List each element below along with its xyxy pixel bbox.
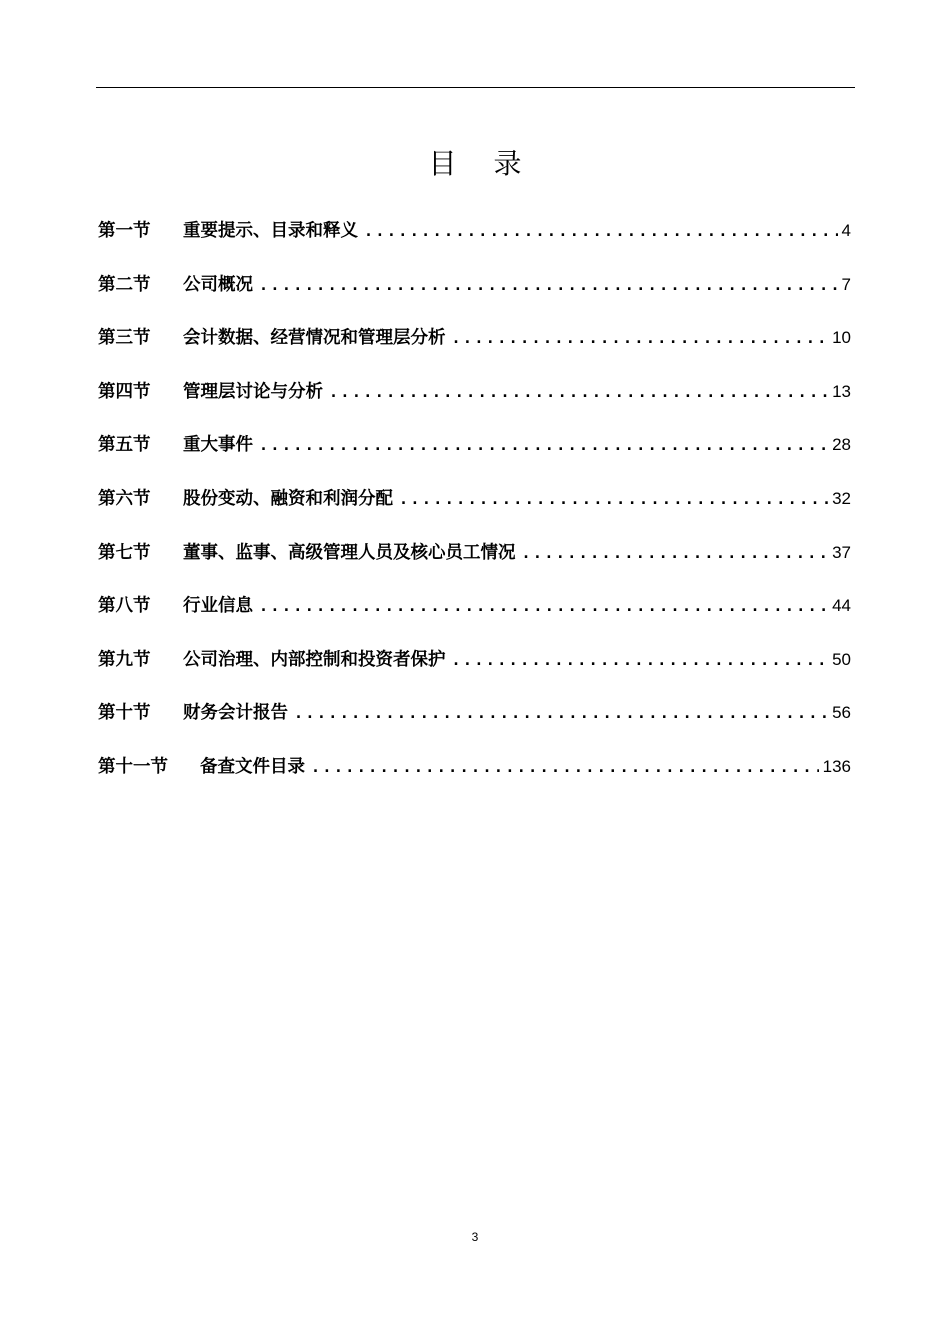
toc-dot-leader (452, 646, 829, 674)
header-rule (96, 87, 855, 88)
toc-entry[interactable] (98, 217, 851, 245)
toc-dot-leader (364, 217, 838, 245)
toc-page-number: 32 (832, 488, 851, 508)
toc-dot-leader (522, 539, 829, 567)
toc-entry[interactable] (98, 539, 851, 567)
toc-page-number: 44 (832, 596, 851, 616)
toc-dot-leader (329, 378, 828, 406)
toc-section-number: 第八节 (98, 596, 151, 617)
toc-section-name: 会计数据、经营情况和管理层分析 (183, 328, 446, 349)
toc-section-number: 第二节 (98, 274, 151, 295)
toc-dot-leader (311, 753, 819, 781)
toc-section-name: 公司治理、内部控制和投资者保护 (183, 649, 446, 670)
toc-section-number: 第四节 (98, 381, 151, 402)
toc-section-name: 管理层讨论与分析 (183, 381, 323, 402)
toc-section-number: 第七节 (98, 542, 151, 563)
toc-section-number: 第十节 (98, 703, 151, 724)
toc-page-number: 10 (832, 328, 851, 348)
toc-page-number: 7 (841, 274, 851, 294)
toc-entry[interactable] (98, 592, 851, 620)
toc-page-number: 50 (832, 649, 851, 669)
toc-entry[interactable] (98, 431, 851, 459)
toc-entry[interactable] (98, 699, 851, 727)
toc-dot-leader (294, 699, 828, 727)
toc-section-number: 第九节 (98, 649, 151, 670)
toc-title: 目 录 (428, 147, 536, 180)
toc-entry[interactable] (98, 378, 851, 406)
toc-section-number: 第三节 (98, 328, 151, 349)
toc-dot-leader (259, 271, 838, 299)
toc-section-name: 备查文件目录 (200, 756, 305, 777)
toc-section-number: 第六节 (98, 488, 151, 509)
toc-section-name: 股份变动、融资和利润分配 (183, 488, 393, 509)
toc-dot-leader (259, 592, 828, 620)
toc-section-name: 财务会计报告 (183, 703, 288, 724)
toc-page-number: 56 (832, 703, 851, 723)
toc-section-name: 董事、监事、高级管理人员及核心员工情况 (183, 542, 516, 563)
toc-entry[interactable] (98, 753, 851, 781)
toc-list (98, 217, 851, 807)
toc-section-name: 行业信息 (183, 596, 253, 617)
toc-section-number: 第一节 (98, 221, 151, 241)
toc-page-number: 13 (832, 381, 851, 401)
toc-section-name: 公司概况 (183, 274, 253, 295)
page-number: 3 (471, 1230, 479, 1244)
toc-section-number: 第十一节 (98, 756, 168, 777)
toc-page-number: 28 (832, 435, 851, 455)
toc-section-number: 第五节 (98, 435, 151, 456)
toc-dot-leader (452, 324, 829, 352)
toc-section-name: 重大事件 (183, 435, 253, 456)
toc-entry[interactable] (98, 271, 851, 299)
toc-entry[interactable] (98, 324, 851, 352)
toc-dot-leader (259, 431, 828, 459)
toc-section-name: 重要提示、目录和释义 (183, 221, 358, 241)
toc-page-number: 136 (822, 756, 851, 776)
toc-entry[interactable] (98, 485, 851, 513)
toc-page-number: 37 (832, 542, 851, 562)
toc-entry[interactable] (98, 646, 851, 674)
toc-page-number: 4 (841, 221, 851, 240)
toc-dot-leader (399, 485, 828, 513)
